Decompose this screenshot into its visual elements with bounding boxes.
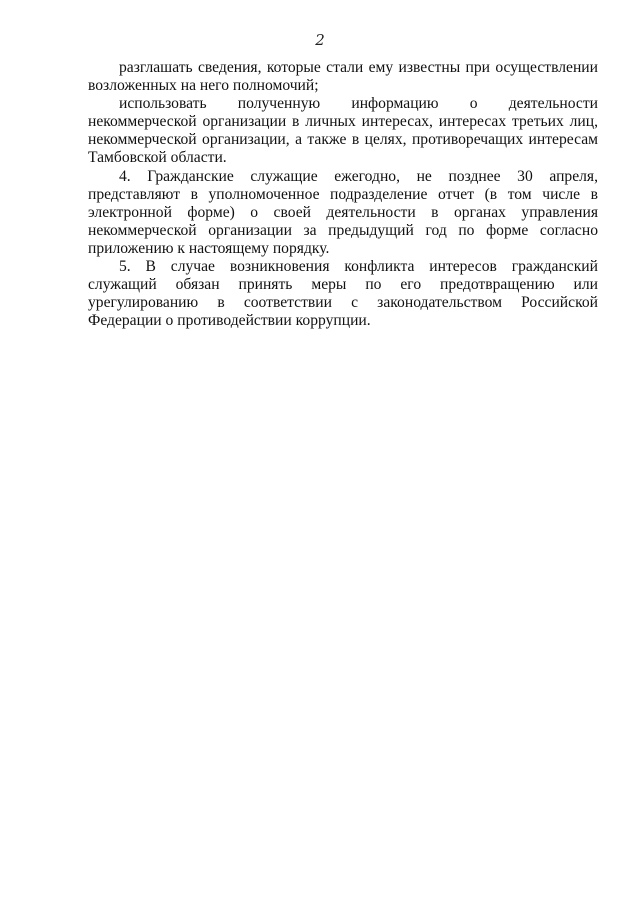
paragraph-use-information: использовать полученную информацию о деятельности некоммерческой организации в личных интересах, интересах третьих лиц, некоммерческой организации, а также в целях, противоречащих интересам Тамбовской области. <box>88 95 598 167</box>
paragraph-disclose-information: разглашать сведения, которые стали ему известны при осуществлении возложенных на него полномочий; <box>88 59 598 95</box>
paragraph-conflict-of-interest: 5. В случае возникновения конфликта интересов гражданский служащий обязан принять меры по его предотвращению или урегулированию в соответствии с законодательством Российской Федерации о противодействии коррупции. <box>88 258 598 330</box>
document-body <box>88 59 598 330</box>
paragraph-annual-report: 4. Гражданские служащие ежегодно, не позднее 30 апреля, представляют в уполномоченное подразделение отчет (в том числе в электронной форме) о своей деятельности в органах управления некоммерческой организации за предыдущий год по форме согласно приложению к настоящему порядку. <box>88 167 598 257</box>
page-number: 2 <box>315 31 325 49</box>
